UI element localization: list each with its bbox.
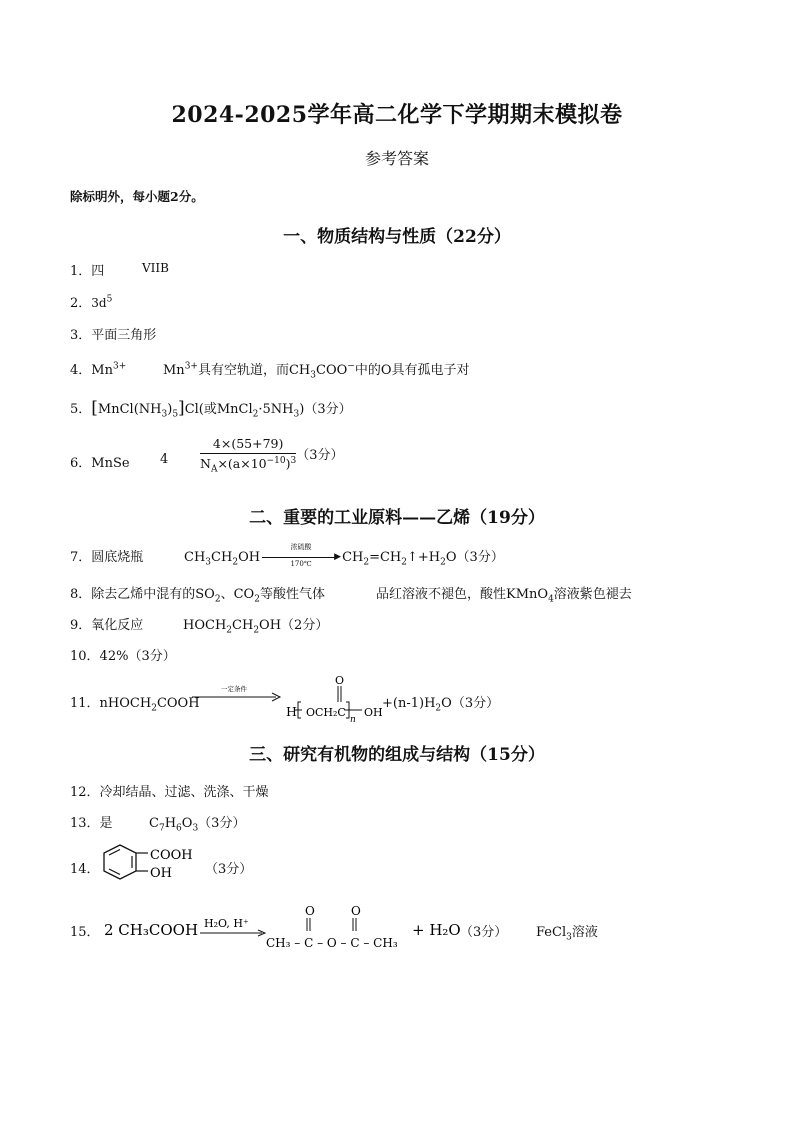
formula: ·5NH [258, 402, 294, 417]
subscript: 4 [548, 594, 554, 605]
answer-14 [70, 858, 100, 877]
formula: H [286, 704, 297, 719]
subscript: 2 [226, 625, 233, 636]
superscript: 3 [290, 455, 297, 466]
carboxyl-group: COOH [150, 848, 193, 863]
answer-1b: VIIB [142, 261, 169, 275]
answer-text: 中的O具有孤电子对 [354, 363, 470, 378]
question-number: 9． [70, 618, 92, 633]
question-number: 8． [70, 587, 92, 602]
formula: ↑+H [407, 550, 441, 565]
answer-7-equation [184, 542, 504, 568]
answer-11 [70, 692, 200, 714]
answer-6b: 4 [160, 452, 169, 467]
formula: O [445, 550, 457, 565]
answer-text: 除去乙烯中混有的SO [91, 587, 215, 602]
answer-15 [70, 921, 100, 940]
formula: OH [364, 706, 383, 719]
question-number: 4． [70, 363, 92, 378]
formula: COOH [156, 696, 200, 711]
fraction-numerator: 4×(55+79) [200, 436, 296, 454]
formula: ) [167, 402, 173, 417]
formula: +(n-1)H [382, 696, 436, 711]
answer-7 [70, 546, 143, 565]
subscript: 3 [293, 409, 300, 420]
question-number: 7． [70, 550, 92, 565]
formula: H [164, 816, 177, 831]
subscript-n: n [350, 715, 356, 722]
answer-text: 42% [99, 649, 129, 664]
answer-superscript: 5 [106, 294, 113, 305]
answer-text: 溶液 [571, 925, 598, 940]
answer-text: MnSe [91, 456, 130, 471]
formula: 2 CH₃COOH [104, 921, 199, 939]
ion-charge: 3+ [112, 361, 127, 372]
answer-15b [536, 921, 598, 943]
ion: Mn [91, 363, 113, 378]
answer-text: 平面三角形 [91, 328, 157, 343]
formula: nHOCH [99, 696, 152, 711]
formula: HOCH [183, 618, 227, 633]
bracket-left: [ [91, 398, 98, 418]
subscript: 7 [158, 823, 165, 834]
score: （3分） [451, 696, 500, 711]
arrow-condition-top: 浓硫酸 [290, 542, 312, 551]
answer-text: 3d [91, 296, 107, 310]
oxygen-atom: O [335, 674, 345, 687]
formula: OH [259, 618, 282, 633]
arrow-condition: H₂O, H⁺ [204, 917, 249, 930]
page-title: 2024-2025学年高二化学下学期期末模拟卷 [171, 102, 623, 128]
answer-8b [376, 583, 632, 605]
answer-8 [70, 583, 325, 605]
density-fraction [200, 436, 297, 475]
formula: CH [211, 550, 233, 565]
arrow-head-icon: ▶ [334, 551, 341, 562]
answer-text: 等酸性气体 [259, 587, 325, 602]
formula: Cl(或MnCl [184, 402, 253, 417]
answer-6c [200, 436, 344, 475]
answer-2 [70, 292, 112, 311]
answer-9b [183, 614, 329, 636]
ion: Mn [163, 363, 185, 378]
subscript: 3 [161, 409, 168, 420]
formula: CH [342, 550, 364, 565]
answer-text: 具有空轨道，而CH [197, 363, 311, 378]
product-formula: CH₃ – C – O – C – CH₃ [266, 936, 398, 950]
subscript: 5 [172, 409, 179, 420]
answer-10 [70, 645, 176, 664]
answer-text: 品红溶液不褪色，酸性KMnO [376, 587, 549, 602]
subscript: 2 [363, 557, 370, 568]
page-subtitle: 参考答案 [364, 149, 429, 168]
answer-text: 溶液紫色褪去 [553, 587, 632, 602]
subscript: 2 [214, 594, 221, 605]
answer-text: 圆底烧瓶 [91, 550, 144, 565]
subscript: A [210, 464, 218, 475]
answer-4 [70, 359, 126, 378]
superscript: − [347, 361, 355, 372]
question-number: 11． [70, 696, 100, 711]
formula: OH [238, 550, 261, 565]
question-number: 12． [70, 785, 100, 800]
question-number: 5． [70, 402, 92, 417]
section-heading-2: 二、重要的工业原料——乙烯（19分） [249, 508, 545, 528]
ion-charge: 3+ [184, 361, 198, 372]
salicylic-acid-structure [100, 840, 210, 890]
answer-3 [70, 324, 156, 343]
answer-text: 、CO [220, 587, 255, 602]
formula: =CH [369, 550, 402, 565]
arrow-line [262, 557, 338, 558]
answer-text: COO [316, 363, 348, 378]
answer-text: 是 [99, 816, 113, 831]
formula: CH [232, 618, 254, 633]
formula: CH [184, 550, 206, 565]
oxygen-atom: O [351, 904, 361, 918]
answer-11b [382, 692, 500, 714]
answer-6 [70, 452, 130, 471]
formula: ×(a×10 [217, 456, 267, 471]
score: （3分） [304, 402, 352, 417]
formula: ) [285, 456, 291, 471]
subscript: 2 [401, 557, 408, 568]
formula: ) [299, 402, 305, 417]
answer-14-score: （3分） [205, 862, 253, 877]
answer-4b [163, 359, 470, 381]
question-number: 13． [70, 816, 100, 831]
subscript: 2 [435, 703, 442, 714]
anhydride-equation [100, 898, 520, 958]
answer-5 [70, 398, 352, 418]
repeat-unit: OCH₂C [306, 706, 346, 719]
subscript: 2 [254, 594, 260, 605]
section-heading-1: 一、物质结构与性质（22分） [283, 227, 511, 247]
answer-13b [149, 812, 246, 834]
oxygen-atom: O [305, 904, 315, 918]
formula: N [200, 456, 211, 471]
formula: O [181, 816, 193, 831]
scoring-note: 除标明外，每小题2分。 [70, 189, 204, 204]
reaction-arrow [260, 542, 342, 568]
question-number: 15． [70, 925, 100, 940]
question-number: 3． [70, 328, 92, 343]
arrow-condition-bottom: 170℃ [290, 559, 312, 568]
formula: C [149, 816, 159, 831]
section-heading-3: 三、研究有机物的组成与结构（15分） [249, 745, 545, 765]
subscript: 3 [192, 823, 199, 834]
subscript: 3 [310, 370, 316, 381]
arrow-condition: 一定条件 [221, 685, 247, 693]
formula: O [441, 696, 452, 711]
subscript: 2 [232, 557, 239, 568]
subscript: 2 [440, 557, 446, 568]
score: （3分） [198, 816, 246, 831]
question-number: 10． [70, 649, 100, 664]
score: （2分） [281, 618, 329, 633]
formula: + H₂O [412, 921, 461, 939]
subscript: 3 [566, 932, 572, 943]
score: （3分） [296, 448, 344, 463]
answer-text: 四 [91, 264, 105, 279]
answer-text: 冷却结晶、过滤、洗涤、干燥 [99, 785, 269, 800]
subscript: 2 [252, 409, 259, 420]
score: （3分） [128, 649, 176, 664]
bracket-right: ] [178, 398, 185, 418]
formula: MnCl(NH [97, 402, 162, 417]
subscript: 2 [253, 625, 260, 636]
question-number: 2． [70, 296, 92, 311]
hydroxyl-group: OH [150, 866, 172, 881]
question-number: 1． [70, 264, 92, 279]
subscript: 3 [205, 557, 212, 568]
answer-12 [70, 781, 269, 800]
superscript: −10 [266, 455, 286, 466]
subscript: 2 [151, 703, 157, 714]
formula: FeCl [536, 925, 567, 940]
subscript: 6 [176, 823, 182, 834]
answer-13 [70, 812, 113, 831]
answer-15-score: （3分） [460, 925, 508, 940]
answer-1 [70, 260, 104, 279]
question-number: 6． [70, 456, 92, 471]
question-number: 14． [70, 862, 100, 877]
answer-9 [70, 614, 143, 633]
answer-text: 氧化反应 [91, 618, 144, 633]
score: （3分） [456, 550, 504, 565]
fraction-denominator [200, 454, 297, 475]
